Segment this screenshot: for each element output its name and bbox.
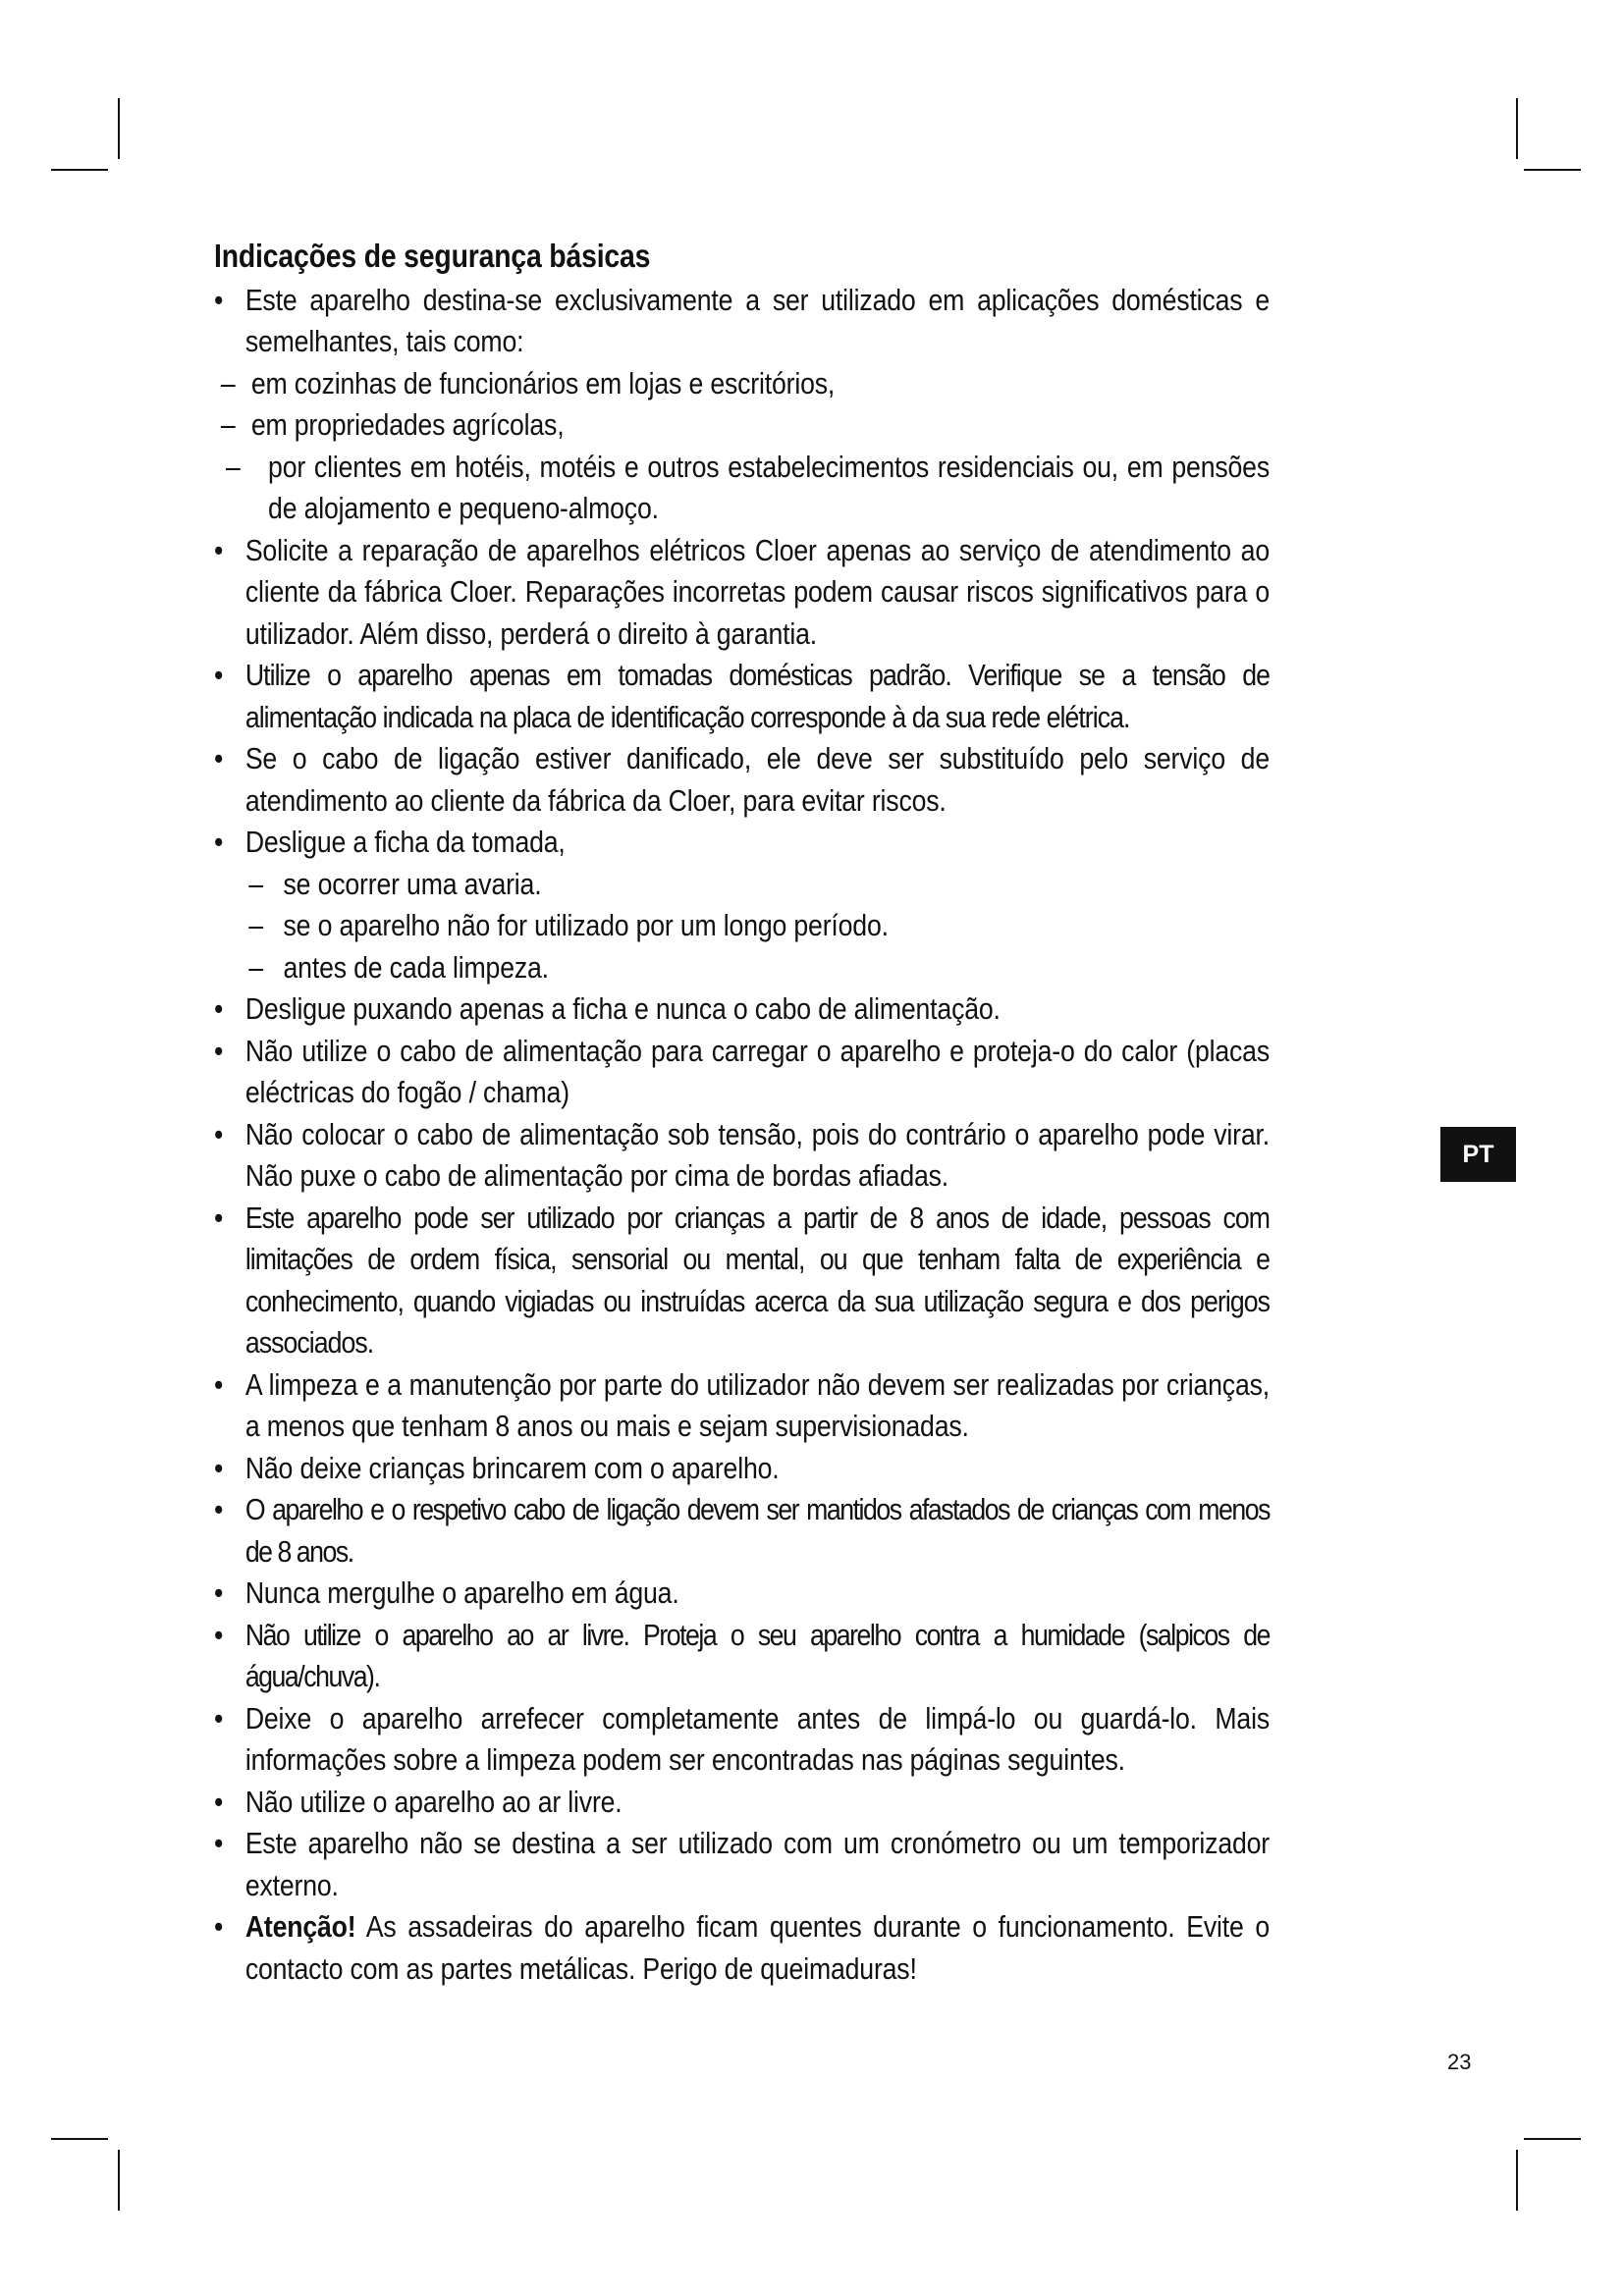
crop-mark-top-left-horizontal (51, 169, 108, 171)
list-item: • Este aparelho pode ser utilizado por crianças a partir de 8 anos de idade, pessoas com limitações de ordem física, sensorial ou mental, ou que tenham falta de experiência e conhecimento, quando vigiadas ou instruídas acerca da sua utilização segura e dos perigos associados. (214, 1198, 1270, 1364)
page-number: 23 (1447, 2050, 1472, 2074)
crop-mark-top-right-horizontal (1524, 169, 1581, 171)
sub-list-item: – em propriedades agrícolas, (214, 404, 1270, 447)
list-item: • Desligue a ficha da tomada, (214, 822, 1270, 864)
list-item: • Deixe o aparelho arrefecer completamente antes de limpá-lo ou guardá-lo. Mais informações sobre a limpeza podem ser encontradas nas páginas seguintes. (214, 1698, 1270, 1782)
crop-mark-bottom-right-horizontal (1524, 2138, 1581, 2140)
list-item: • Utilize o aparelho apenas em tomadas domésticas padrão. Verifique se a tensão de alimentação indicada na placa de identificação corresponde à da sua rede elétrica. (214, 655, 1270, 738)
sub-list-item: – se o aparelho não for utilizado por um longo período. (214, 905, 1270, 947)
list-item: • O aparelho e o respetivo cabo de ligação devem ser mantidos afastados de crianças com menos de 8 anos. (214, 1489, 1270, 1573)
list-item: • Desligue puxando apenas a ficha e nunca o cabo de alimentação. (214, 988, 1270, 1031)
warning-text: As assadeiras do aparelho ficam quentes durante o funcionamento. Evite o contacto com as partes metálicas. Perigo de queimaduras! (244, 1909, 1270, 1986)
section-title: Indicações de segurança básicas (214, 238, 651, 274)
list-item: • Se o cabo de ligação estiver danificado, ele deve ser substituído pelo serviço de atendimento ao cliente da fábrica da Cloer, para evitar riscos. (214, 738, 1270, 822)
list-item: • A limpeza e a manutenção por parte do utilizador não devem ser realizadas por crianças, a menos que tenham 8 anos ou mais e sejam supervisionadas. (214, 1364, 1270, 1448)
warning-label: Atenção! (244, 1909, 356, 1944)
list-item: • Não deixe crianças brincarem com o aparelho. (214, 1448, 1270, 1490)
crop-mark-top-right-vertical (1516, 98, 1518, 159)
list-item: • Este aparelho destina-se exclusivamente a ser utilizado em aplicações domésticas e semelhantes, tais como: (214, 280, 1270, 363)
sub-list-item: – se ocorrer uma avaria. (214, 864, 1270, 906)
list-item: • Este aparelho não se destina a ser utilizado com um cronómetro ou um temporizador externo. (214, 1823, 1270, 1906)
sub-list-item: – em cozinhas de funcionários em lojas e escritórios, (214, 363, 1270, 405)
list-item: • Não utilize o cabo de alimentação para carregar o aparelho e proteja-o do calor (placas eléctricas do fogão / chama) (214, 1031, 1270, 1114)
list-item-warning (214, 1906, 1270, 1990)
list-item: • Solicite a reparação de aparelhos elétricos Cloer apenas ao serviço de atendimento ao cliente da fábrica Cloer. Reparações incorretas podem causar riscos significativos para o utilizador. Além disso, perderá o direito à garantia. (214, 530, 1270, 656)
crop-mark-bottom-right-vertical (1516, 2150, 1518, 2211)
sub-list-item: – por clientes em hotéis, motéis e outros estabelecimentos residenciais ou, em pensões de alojamento e pequeno-almoço. (214, 447, 1270, 530)
language-tab: PT (1440, 1127, 1516, 1182)
list-item: • Nunca mergulhe o aparelho em água. (214, 1573, 1270, 1615)
crop-mark-bottom-left-horizontal (51, 2138, 108, 2140)
crop-mark-top-left-vertical (118, 98, 120, 159)
crop-mark-bottom-left-vertical (118, 2150, 120, 2211)
list-item: • Não utilize o aparelho ao ar livre. (214, 1782, 1270, 1824)
list-item: • Não utilize o aparelho ao ar livre. Proteja o seu aparelho contra a humidade (salpicos de água/chuva). (214, 1615, 1270, 1698)
list-item: • Não colocar o cabo de alimentação sob tensão, pois do contrário o aparelho pode virar. Não puxe o cabo de alimentação por cima de bordas afiadas. (214, 1114, 1270, 1198)
sub-list-item: – antes de cada limpeza. (214, 947, 1270, 989)
safety-instructions (214, 236, 1270, 1990)
